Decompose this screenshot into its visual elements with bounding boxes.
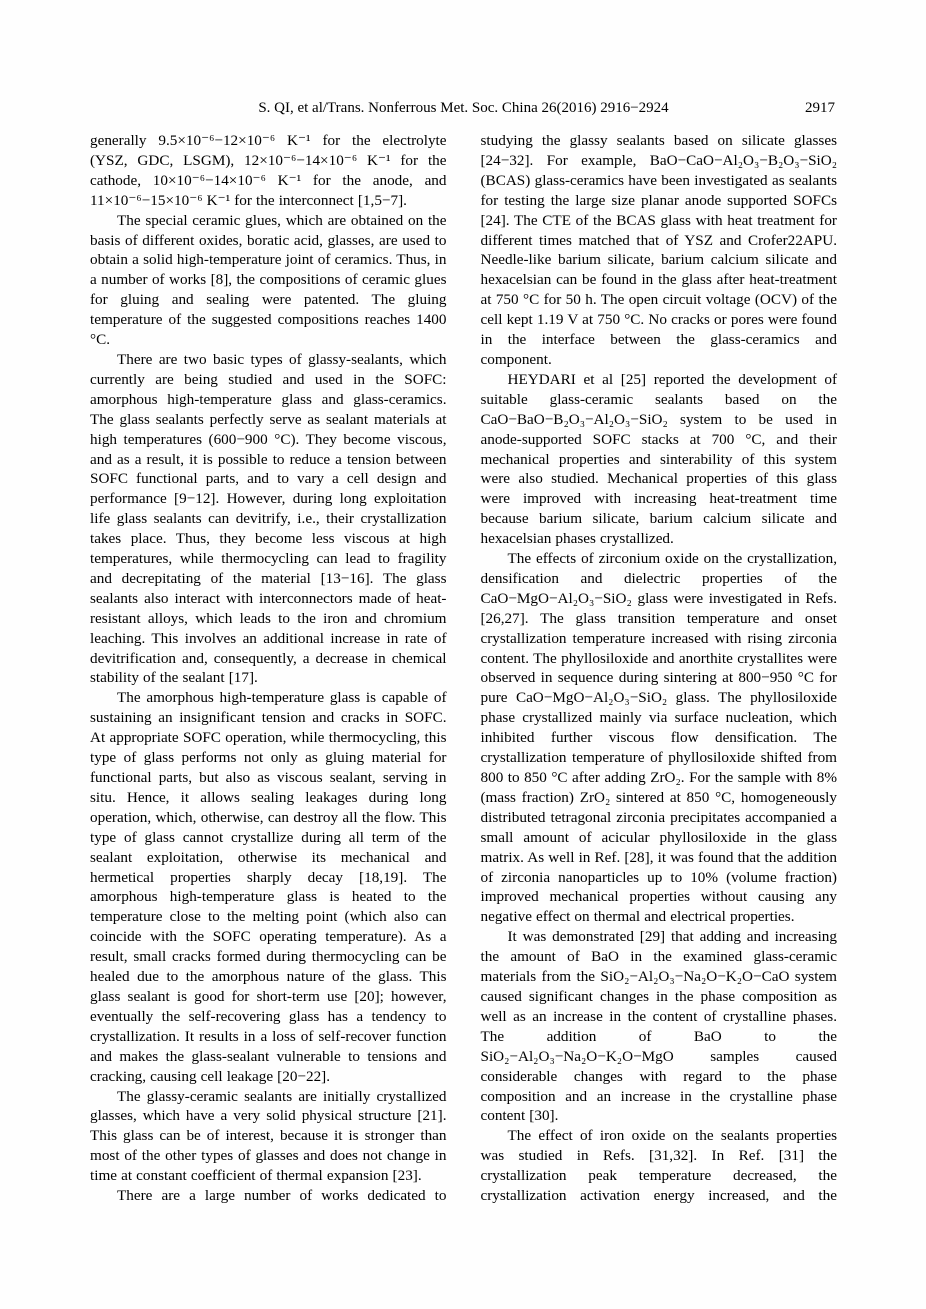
paragraph: There are two basic types of glassy-sealants, which currently are being studied and used in the SOFC: amorphous high-temperature glass and glass-ceramics. The glass sealants perfectly serve as sealant materials at high temperatures (600−900 °C). They become viscous, and as a result, it is possible to reduce a tension between SOFC functional parts, and to vary a cell design and performance [9−12]. However, during long exploitation life glass sealants can devitrify, i.e., their crystallization takes place. Thus, they become less viscous at high temperatures, while thermocycling can lead to fragility and decrepitating of the material [13−16]. The glass sealants also interact with interconnectors made of heat-resistant alloys, which leads to the iron and chromium leaching. This involves an additional increase in rate of devitrification and, consequently, a decrease in chemical stability of the sealant [17]. xyxy=(90,350,447,687)
paragraph: It was demonstrated [29] that adding and increasing the amount of BaO in the examined glass-ceramic materials from the SiO₂−Al₂O₃−Na₂O−K₂O−CaO system caused significant changes in the phase composition as well as an increase in the content of crystalline phases. The addition of BaO to the SiO₂−Al₂O₃−Na₂O−K₂O−MgO samples caused considerable changes with regard to the phase composition and an increase in the crystalline phase content [30]. xyxy=(480,928,837,1125)
right-column xyxy=(481,131,838,1206)
paragraph: There are a large number of works dedicated to xyxy=(117,1187,447,1205)
paragraph: The amorphous high-temperature glass is capable of sustaining an insignificant tension and cracks in SOFC. At appropriate SOFC operation, while thermocycling, this type of glass performs not only as gluing material for functional parts, but also as viscous sealant, serving in situ. Hence, it allows sealing leakages during long operation, which, otherwise, can destroy all the flow. This type of glass cannot crystallize during all term of the sealant exploitation, otherwise its mechanical and hermetical properties sharply decay [18,19]. The amorphous high-temperature glass is heated to the temperature close to the melting point (which also can coincide with the SOFC operating temperature). As a result, small cracks formed during thermocycling can be healed due to the amorphous nature of the glass. This glass sealant is good for short-term use [20]; however, eventually the self-recovering glass has a tendency to crystallization. It results in a loss of self-recover function and makes the glass-sealant vulnerable to tensions and cracking, causing cell leakage [20−22]. xyxy=(90,689,447,1085)
page-number: 2917 xyxy=(805,100,835,116)
left-column xyxy=(90,131,447,1206)
paragraph: The special ceramic glues, which are obtained on the basis of different oxides, boratic acid, glasses, are used to obtain a solid high-temperature joint of ceramics. Thus, in a number of works [8], the compositions of ceramic glues for gluing and sealing were patented. The gluing temperature of the suggested compositions reaches 1400 °C. xyxy=(90,211,447,349)
page-header xyxy=(90,99,837,117)
paragraph: studying the glassy sealants based on silicate glasses [24−32]. For example, BaO−CaO−Al₂O₃−B₂O₃−SiO₂ (BCAS) glass-ceramics have been investigated as sealants for testing the large size planar anode supported SOFCs [24]. The CTE of the BCAS glass with heat treatment for different times matched that of YSZ and Crofer22APU. Needle-like barium silicate, barium calcium silicate and hexacelsian can be found in the glass after heat-treatment at 750 °C for 50 h. The open circuit voltage (OCV) of the cell kept 1.19 V at 750 °C. No cracks or pores were found in the interface between the glass-ceramics and component. xyxy=(480,132,837,368)
paragraph: The effect of iron oxide on the sealants properties was studied in Refs. [31,32]. In Ref. [31] the crystallization peak temperature decreased, the crystallization activation energy increased, and the xyxy=(480,1127,837,1205)
two-column-body xyxy=(90,131,837,1206)
paragraph: The glassy-ceramic sealants are initially crystallized glasses, which have a very solid physical structure [21]. This glass can be of interest, because it is stronger than most of the other types of glasses and does not change in time at constant coefficient of thermal expansion [23]. xyxy=(90,1087,447,1185)
paragraph: generally 9.5×10⁻⁶−12×10⁻⁶ K⁻¹ for the electrolyte (YSZ, GDC, LSGM), 12×10⁻⁶−14×10⁻⁶ K⁻¹ for the cathode, 10×10⁻⁶−14×10⁻⁶ K⁻¹ for the anode, and 11×10⁻⁶−15×10⁻⁶ K⁻¹ for the interconnect [1,5−7]. xyxy=(90,132,447,209)
running-header: S. QI, et al/Trans. Nonferrous Met. Soc. China 26(2016) 2916−2924 xyxy=(258,100,669,116)
paragraph: HEYDARI et al [25] reported the development of suitable glass-ceramic sealants based on the CaO−BaO−B₂O₃−Al₂O₃−SiO₂ system to be used in anode-supported SOFC stacks at 700 °C, and their mechanical properties and sinterability of this system were also studied. Mechanical properties of this glass were improved with increasing heat-treatment time because barium silicate, barium calcium silicate and hexacelsian phases crystallized. xyxy=(480,370,837,548)
paragraph: The effects of zirconium oxide on the crystallization, densification and dielectric properties of the CaO−MgO−Al₂O₃−SiO₂ glass were investigated in Refs. [26,27]. The glass transition temperature and onset crystallization temperature increased with rising zirconia content. The phyllosiloxide and anorthite crystallites were observed in sequence during sintering at 800−950 °C for pure CaO−MgO−Al₂O₃−SiO₂ glass. The phyllosiloxide phase crystallized mainly via surface nucleation, which inhibited further viscous flow densification. The crystallization temperature of phyllosiloxide shifted from 800 to 850 °C after adding ZrO₂. For the sample with 8% (mass fraction) ZrO₂ sintered at 850 °C, homogeneously distributed tetragonal zirconia precipitates accompanied a small amount of acicular phyllosiloxide in the glass matrix. As well in Ref. [28], it was found that the addition of zirconia nanoparticles up to 10% (volume fraction) improved mechanical properties without causing any negative effect on thermal and electrical properties. xyxy=(480,550,837,926)
